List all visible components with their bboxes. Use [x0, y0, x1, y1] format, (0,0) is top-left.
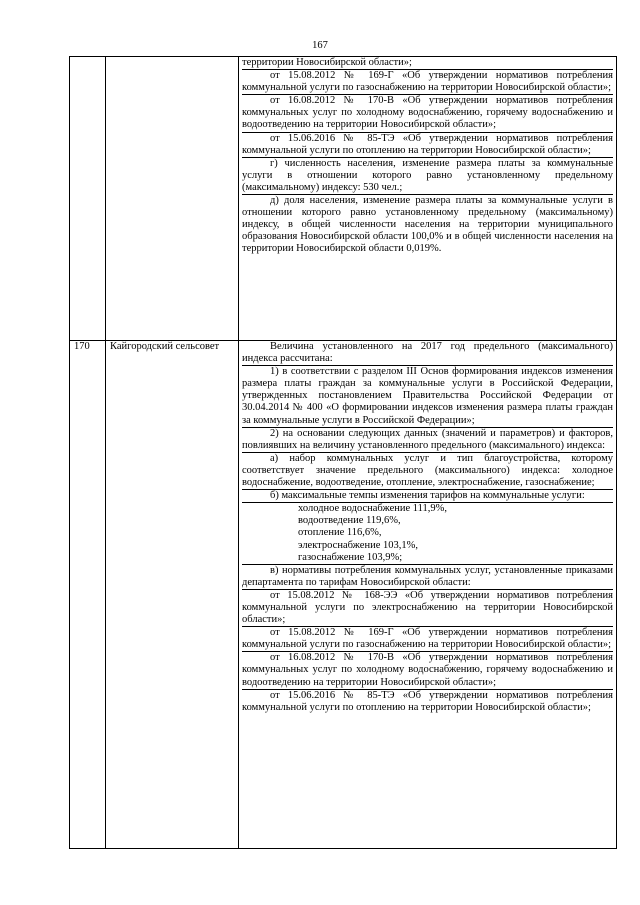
paragraph: Величина установленного на 2017 год предельного (максимального) индекса рассчитана:: [242, 341, 613, 366]
paragraph: а) набор коммунальных услуг и тип благоустройства, которому соответствует значение предельного (максимального) индекса: холодное водоснабжение, водоотведение, отопление, электроснабжение, газоснабжение;: [242, 453, 613, 490]
row-number-cell: [70, 57, 106, 341]
row-number-cell: 170: [70, 341, 106, 849]
tariff-item: электроснабжение 103,1%,: [298, 539, 418, 551]
paragraph: от 16.08.2012 № 170-В «Об утверждении нормативов потребления коммунальных услуг по холодному водоснабжению, горячему водоснабжению и водоотведению на территории Новосибирской области»;: [242, 95, 613, 132]
paragraph: в) нормативы потребления коммунальных услуг, установленные приказами департамента по тарифам Новосибирской области:: [242, 565, 613, 590]
indices-table: [69, 56, 617, 849]
description-cell: [239, 57, 617, 341]
paragraph: д) доля населения, изменение размера платы за коммунальные услуги в отношении которого равно установленному предельному (максимальному) индексу, в общей численности населения на территории муниципального образования Новосибирской области 100,0% и в общей численности населения на территории Новосибирской области 0,019%.: [242, 195, 613, 255]
paragraph: г) численность населения, изменение размера платы за коммунальные услуги в отношении которого равно установленному предельному (максимальному) индексу: 530 чел.;: [242, 158, 613, 195]
tariff-item: холодное водоснабжение 111,9%,: [298, 503, 447, 515]
tariff-item: отопление 116,6%,: [298, 527, 382, 539]
paragraph: 2) на основании следующих данных (значений и параметров) и факторов, повлиявших на величину установленного предельного (максимального) индекса:: [242, 428, 613, 453]
municipality-name-cell: Кайгородский сельсовет: [106, 341, 239, 849]
page-number: 167: [312, 40, 328, 51]
paragraph: от 15.06.2016 № 85-ТЭ «Об утверждении нормативов потребления коммунальной услуги по отоплению на территории Новосибирской области»;: [242, 133, 613, 158]
description-cell: [239, 341, 617, 849]
paragraph: от 15.08.2012 № 169-Г «Об утверждении нормативов потребления коммунальной услуги по газоснабжению на территории Новосибирской области»;: [242, 627, 613, 652]
paragraph: от 16.08.2012 № 170-В «Об утверждении нормативов потребления коммунальных услуг по холодному водоснабжению, горячему водоснабжению и водоотведению на территории Новосибирской области»;: [242, 652, 613, 689]
tariff-list: [242, 503, 613, 564]
tariff-item: водоотведение 119,6%,: [298, 515, 401, 527]
paragraph: территории Новосибирской области»;: [242, 57, 613, 70]
table-row: [70, 57, 617, 341]
tariff-item: газоснабжение 103,9%;: [298, 551, 403, 563]
paragraph: 1) в соответствии с разделом III Основ формирования индексов изменения размера платы граждан за коммунальные услуги в Российской Федерации, утвержденных постановлением Правительства Российской Федерации от 30.04.2014 № 400 «О формировании индексов изменения размера платы граждан за коммунальные услуги в Российской Федерации»;: [242, 366, 613, 427]
table-row: [70, 341, 617, 849]
paragraph: от 15.08.2012 № 168-ЭЭ «Об утверждении нормативов потребления коммунальной услуги по электроснабжению на территории Новосибирской области»;: [242, 590, 613, 627]
municipality-name-cell: [106, 57, 239, 341]
paragraph: от 15.06.2016 № 85-ТЭ «Об утверждении нормативов потребления коммунальной услуги по отоплению на территории Новосибирской области»;: [242, 689, 613, 713]
paragraph: от 15.08.2012 № 169-Г «Об утверждении нормативов потребления коммунальной услуги по газоснабжению на территории Новосибирской области»;: [242, 70, 613, 95]
paragraph: б) максимальные темпы изменения тарифов на коммунальные услуги:: [242, 490, 613, 503]
